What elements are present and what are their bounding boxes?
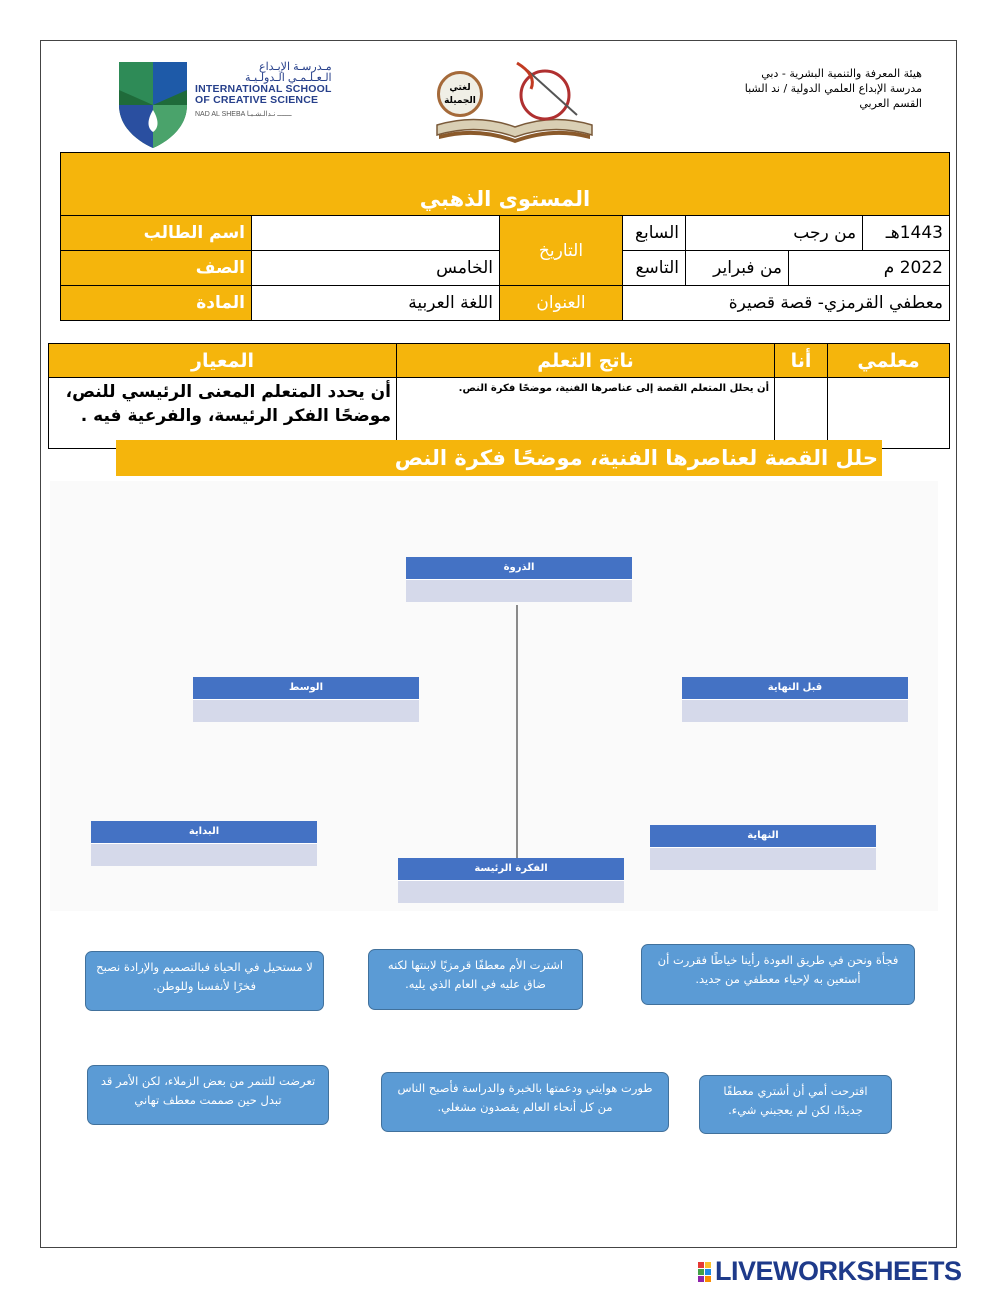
node-middle-drop-zone[interactable] [193, 699, 419, 722]
node-beginning-title: البداية [91, 821, 317, 843]
node-middle [193, 677, 419, 722]
subject-value: اللغة العربية [252, 286, 500, 321]
student-info-table [60, 152, 950, 321]
header-line: مدرسة الإبداع العلمي الدولية / ند الشبا [744, 82, 922, 95]
date-label: التاريخ [500, 216, 623, 286]
gregorian-day: التاسع [623, 251, 686, 286]
criteria-table [48, 343, 950, 449]
node-before-end [682, 677, 908, 722]
arabic-language-logo [427, 55, 602, 150]
node-ending-title: النهاية [650, 825, 876, 847]
node-middle-title: الوسط [193, 677, 419, 699]
node-ending-drop-zone[interactable] [650, 847, 876, 870]
hijri-month: من رجب [686, 216, 863, 251]
node-climax-drop-zone[interactable] [406, 579, 632, 602]
standard-header: المعيار [49, 344, 397, 378]
logo-arabic-line: مـدرسـة الإبـداع [259, 61, 332, 73]
header-line: هيئة المعرفة والتنمية البشرية - دبي [761, 67, 922, 80]
answer-card[interactable]: فجأة ونحن في طريق العودة رأينا خياطًا فقررت أن أستعين به لإحياء معطفي من جديد. [641, 944, 915, 1005]
answer-card[interactable]: لا مستحيل في الحياة فبالتصميم والإرادة نصبح فخرًا لأنفسنا وللوطن. [85, 951, 324, 1011]
grade-label: الصف [61, 251, 252, 286]
node-before-end-title: قبل النهاية [682, 677, 908, 699]
logo-english-line: OF CREATIVE SCIENCE [195, 94, 319, 106]
node-beginning-drop-zone[interactable] [91, 843, 317, 866]
liveworksheets-logo [698, 1256, 962, 1287]
grade-value: الخامس [252, 251, 500, 286]
logo-arabic-line: الـعـلـمـي الـدولـيـة [245, 72, 332, 84]
self-assess-cell[interactable] [775, 378, 828, 449]
school-logo [117, 60, 352, 152]
logo-badge-text: لغتي الجميلة [437, 71, 483, 117]
logo-english-line: INTERNATIONAL SCHOOL [195, 83, 332, 95]
node-ending [650, 825, 876, 870]
outcome-text: أن يحلل المتعلم القصة إلى عناصرها الفنية، موضحًا فكرة النص. [397, 378, 775, 449]
task-banner: حلل القصة لعناصرها الفنية، موضحًا فكرة النص [116, 440, 882, 476]
level-title: المستوى الذهبي [61, 153, 950, 216]
node-climax-title: الذروة [406, 557, 632, 579]
gregorian-month: من فبراير [686, 251, 789, 286]
node-climax [406, 557, 632, 602]
node-before-end-drop-zone[interactable] [682, 699, 908, 722]
self-assess-header: أنا [775, 344, 828, 378]
lesson-title: معطفي القرمزي- قصة قصيرة [623, 286, 950, 321]
header-organization-text [662, 66, 922, 111]
school-shield-icon [117, 60, 189, 150]
subject-label: المادة [61, 286, 252, 321]
node-main-idea-title: الفكرة الرئيسة [398, 858, 624, 880]
hijri-year: 1443هـ [863, 216, 950, 251]
outcome-header: ناتج التعلم [397, 344, 775, 378]
answer-card[interactable]: طورت هوايتي ودعمتها بالخبرة والدراسة فأصبح الناس من كل أنحاء العالم يقصدون مشغلي. [381, 1072, 669, 1132]
logo-subline: NAD AL SHEBA ـــــــ نـدالـشـبـا [195, 111, 292, 118]
answer-card[interactable]: اشترت الأم معطفًا قرمزيًا لابنتها لكنه ضاق عليه في العام الذي يليه. [368, 949, 583, 1010]
title-label: العنوان [500, 286, 623, 321]
answer-card[interactable]: تعرضت للتنمر من بعض الزملاء، لكن الأمر قد تبدل حين صممت معطف تهاني [87, 1065, 329, 1125]
diagram-connector-line [516, 605, 518, 858]
node-main-idea-drop-zone[interactable] [398, 880, 624, 903]
header-line: القسم العربي [859, 97, 922, 110]
student-name-label: اسم الطالب [61, 216, 252, 251]
node-main-idea [398, 858, 624, 903]
student-name-field[interactable] [252, 216, 500, 251]
gregorian-year: 2022 م [789, 251, 950, 286]
answer-card[interactable]: اقترحت أمي أن أشتري معطفًا جديدًا، لكن لم يعجبني شيء. [699, 1075, 892, 1134]
brand-text: LIVEWORKSHEETS [715, 1256, 962, 1286]
standard-text: أن يحدد المتعلم المعنى الرئيسي للنص، موضحًا الفكر الرئيسة، والفرعية فيه . [49, 378, 397, 449]
teacher-assess-cell[interactable] [828, 378, 950, 449]
hijri-day: السابع [623, 216, 686, 251]
liveworksheets-icon [698, 1262, 712, 1284]
node-beginning [91, 821, 317, 866]
teacher-assess-header: معلمي [828, 344, 950, 378]
